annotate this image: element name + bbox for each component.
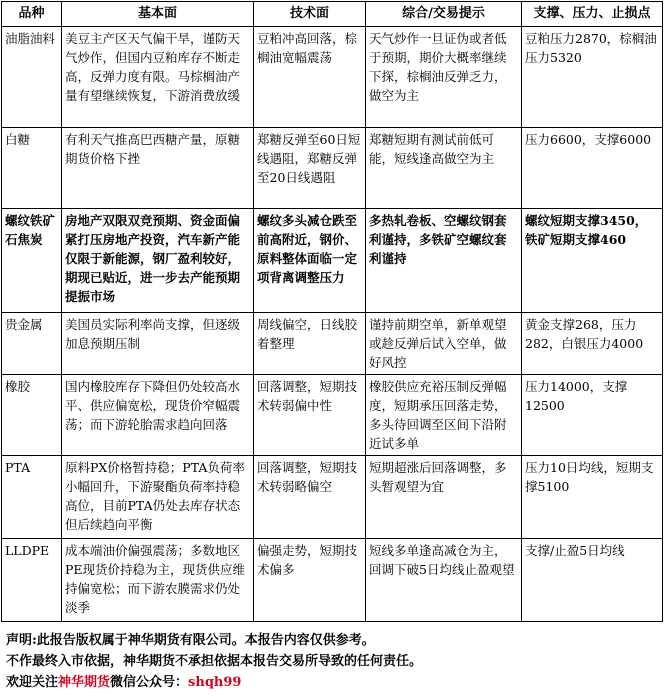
row-technical: 螺纹多头减仓跌至前高附近，钢价、原料整体面临一定项背离调整压力 bbox=[254, 209, 366, 313]
table-row bbox=[2, 209, 663, 313]
brand-name: 神华期货 bbox=[58, 675, 111, 690]
row-commodity: PTA bbox=[2, 456, 62, 539]
table-row bbox=[2, 539, 663, 622]
row-advice: 谨持前期空单，新单观望或趁反弹后试入空单，做好风控 bbox=[366, 313, 522, 375]
row-technical: 郑糖反弹至60日短线遇阻，郑糖反弹至20日线遇阻 bbox=[254, 128, 366, 209]
header-advice: 综合/交易提示 bbox=[366, 2, 522, 27]
table-row bbox=[2, 128, 663, 209]
disclaimer-line-1: 声明:此报告版权属于神华期货有限公司。本报告内容仅供参考。 bbox=[6, 633, 375, 648]
market-analysis-table bbox=[1, 1, 663, 622]
table-row bbox=[2, 27, 663, 128]
row-levels: 支撑/止盈5日均线 bbox=[522, 539, 663, 622]
row-advice: 橡胶供应充裕压制反弹幅度，短期承压回落走势，多头待回调至区间下沿附近试多单 bbox=[366, 375, 522, 456]
follow-prefix: 欢迎关注 bbox=[6, 675, 59, 690]
row-technical: 周线偏空，日线胶着整理 bbox=[254, 313, 366, 375]
disclaimer-line-2: 不作最终入市依据，神华期货不承担依据本报告交易所导致的任何责任。 bbox=[6, 654, 423, 669]
row-fundamental: 房地产双限双竞预期、资金面偏紧打压房地产投资，汽车新产能仅限于新能源，钢厂盈利较好，期现已贴近，进一步去产能预期提振市场 bbox=[62, 209, 254, 313]
row-commodity: 橡胶 bbox=[2, 375, 62, 456]
header-levels: 支撑、压力、止损点 bbox=[522, 2, 663, 27]
table-header-row bbox=[2, 2, 663, 27]
row-advice: 短线多单逢高减仓为主，回调下破5日均线止盈观望 bbox=[366, 539, 522, 622]
row-advice: 天气炒作一旦证伪或者低于预期，期价大概率继续下探，棕榈油反弹乏力，做空为主 bbox=[366, 27, 522, 128]
row-fundamental: 原料PX价格暂持稳；PTA负荷率小幅回升，下游聚酯负荷率持稳高位，目前PTA仍处去库存状态但后续趋向平衡 bbox=[62, 456, 254, 539]
table-row bbox=[2, 313, 663, 375]
row-fundamental: 国内橡胶库存下降但仍处较高水平、供应偏宽松，现货价窄幅震荡；而下游轮胎需求趋向回落 bbox=[62, 375, 254, 456]
row-levels: 螺纹短期支撑3450，铁矿短期支撑460 bbox=[522, 209, 663, 313]
wechat-label: 微信公众号： bbox=[110, 675, 189, 690]
row-levels: 压力14000，支撑12500 bbox=[522, 375, 663, 456]
table-row bbox=[2, 456, 663, 539]
row-fundamental: 成本端油价偏强震荡；多数地区PE现货价持稳为主，现货供应维持偏宽松；而下游农膜需求仍处淡季 bbox=[62, 539, 254, 622]
disclaimer bbox=[6, 630, 422, 693]
row-advice: 郑糖短期有测试前低可能，短线逢高做空为主 bbox=[366, 128, 522, 209]
row-levels: 黄金支撑268，压力282，白银压力4000 bbox=[522, 313, 663, 375]
header-commodity: 品种 bbox=[2, 2, 62, 27]
row-fundamental: 美豆主产区天气偏干旱，谨防天气炒作，但国内豆粕库存不断走高，反弹力度有限。马棕榈油产量有望继续恢复，下游消费放缓 bbox=[62, 27, 254, 128]
row-levels: 豆粕压力2870，棕榈油压力5320 bbox=[522, 27, 663, 128]
row-commodity: 贵金属 bbox=[2, 313, 62, 375]
row-advice: 短期超涨后回落调整，多头暂观望为宜 bbox=[366, 456, 522, 539]
row-commodity: 白糖 bbox=[2, 128, 62, 209]
row-levels: 压力6600，支撑6000 bbox=[522, 128, 663, 209]
header-fundamental: 基本面 bbox=[62, 2, 254, 27]
row-technical: 豆粕冲高回落，棕榈油宽幅震荡 bbox=[254, 27, 366, 128]
row-levels: 压力10日均线，短期支撑5100 bbox=[522, 456, 663, 539]
row-fundamental: 有利天气推高巴西糖产量，原糖期货价格下挫 bbox=[62, 128, 254, 209]
row-commodity: 油脂油料 bbox=[2, 27, 62, 128]
row-advice: 多热轧卷板、空螺纹钢套利谨持，多铁矿空螺纹套利谨持 bbox=[366, 209, 522, 313]
table-row bbox=[2, 375, 663, 456]
row-fundamental: 美国员实际利率尚支撑，但逐级加息预期压制 bbox=[62, 313, 254, 375]
row-commodity: LLDPE bbox=[2, 539, 62, 622]
row-commodity: 螺纹铁矿石焦炭 bbox=[2, 209, 62, 313]
header-technical: 技术面 bbox=[254, 2, 366, 27]
wechat-account-id: shqh99 bbox=[188, 675, 242, 690]
wechat-follow-line bbox=[6, 672, 422, 693]
row-technical: 回落调整，短期技术转弱偏中性 bbox=[254, 375, 366, 456]
row-technical: 偏强走势，短期技术偏多 bbox=[254, 539, 366, 622]
row-technical: 回落调整，短期技术转弱略偏空 bbox=[254, 456, 366, 539]
